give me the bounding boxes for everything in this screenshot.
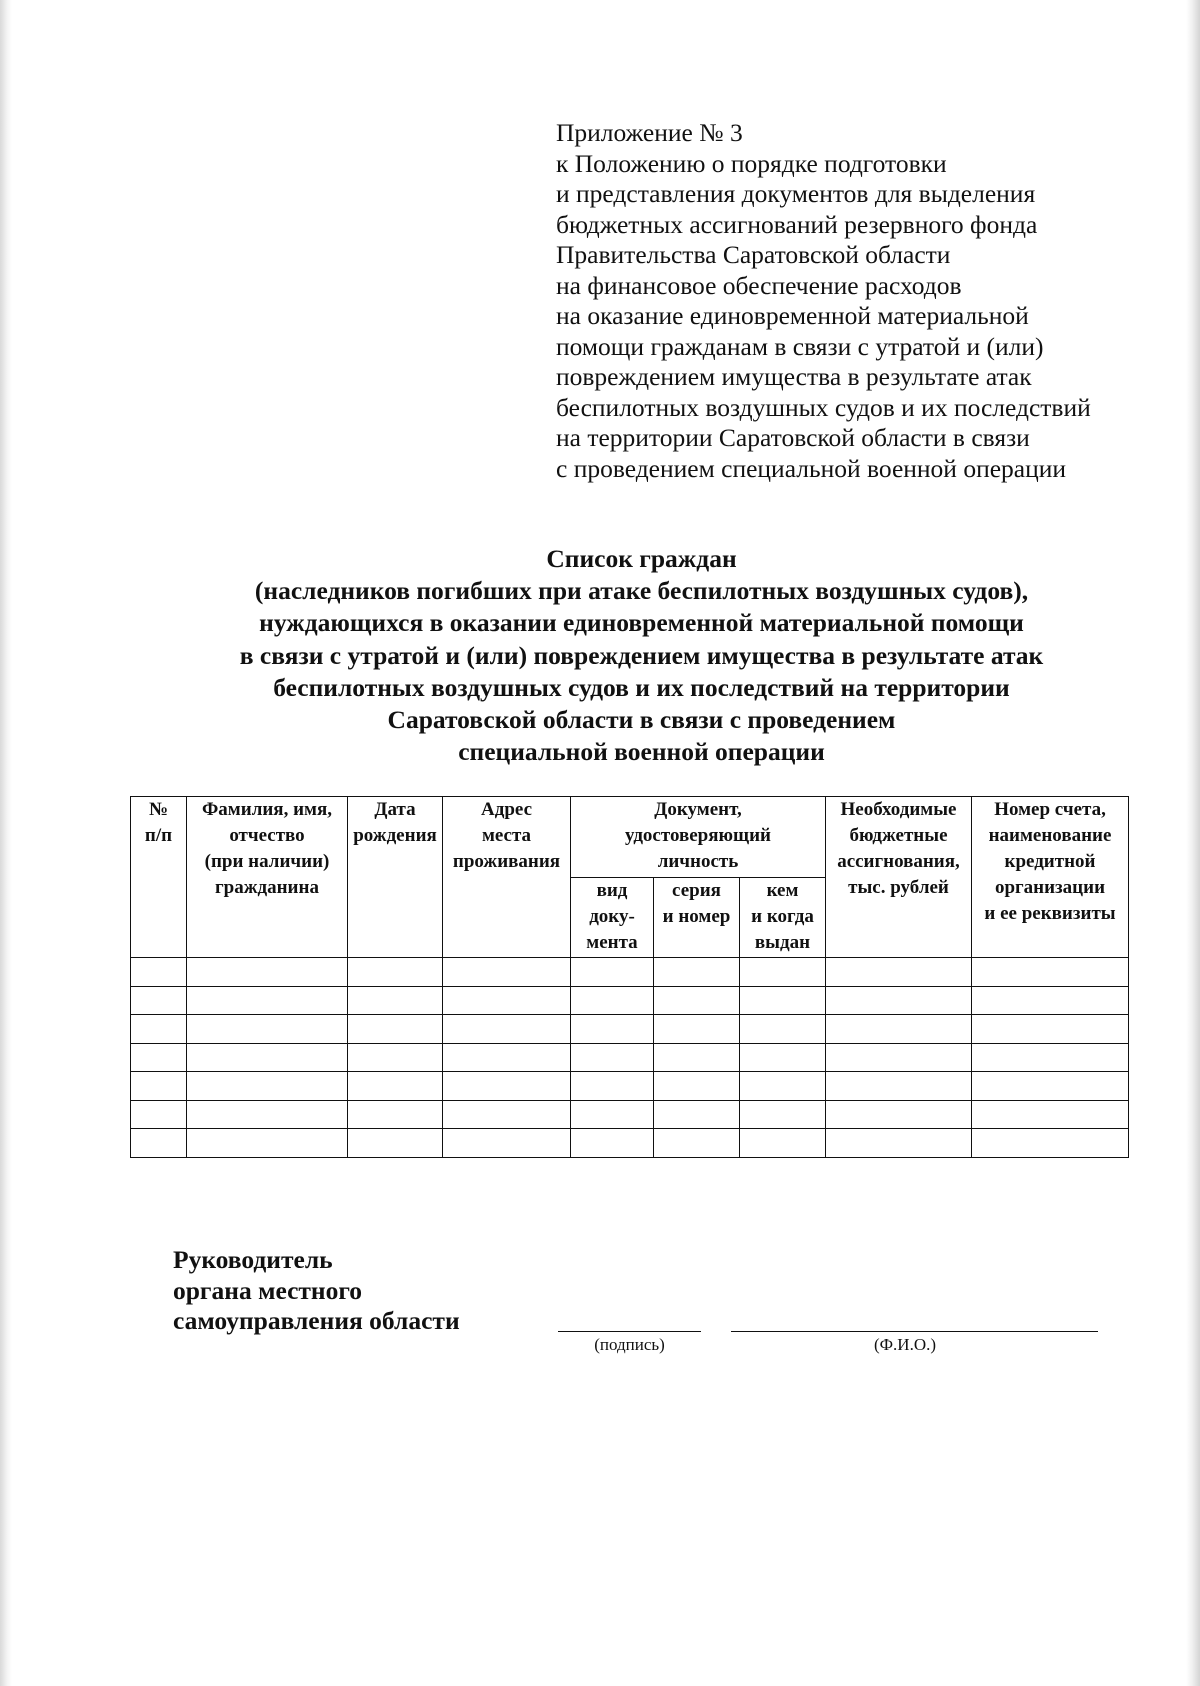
page-edge-right [1186,0,1200,1686]
document-title [120,543,1163,768]
table-row [131,1072,1129,1101]
appendix-line: помощи гражданам в связи с утратой и (или) [556,331,1044,361]
title-line: в связи с утратой и (или) повреждением имущества в результате атак [239,640,1044,670]
appendix-line: бюджетных ассигнований резервного фонда [556,209,1038,239]
appendix-line: на оказание единовременной материальной [556,301,1029,330]
title-line: (наследников погибших при атаке беспилотных воздушных судов), [254,576,1029,606]
signer-line: самоуправления области [173,1306,460,1335]
appendix-note [556,118,1156,484]
header-number: № п/п [131,797,187,958]
appendix-line: на финансовое обеспечение расходов [556,270,962,300]
signer-line: органа местного [173,1275,363,1305]
title-line: Список граждан [546,544,737,573]
table-row [131,1043,1129,1072]
header-document-series: серия и номер [654,877,740,958]
header-document-type: вид доку- мента [571,877,654,958]
header-birth-date: Дата рождения [348,797,443,958]
appendix-line: и представления документов для выделения [556,179,1036,208]
full-name-caption: (Ф.И.О.) [873,1335,937,1354]
full-name-line [731,1331,1098,1332]
signature-line [558,1331,701,1332]
appendix-line: на территории Саратовской области в связи [556,423,1030,452]
appendix-line: повреждением имущества в результате атак [556,362,1032,391]
signature-caption: (подпись) [594,1335,665,1354]
table-row [131,986,1129,1015]
table-row [131,1015,1129,1044]
header-full-name: Фамилия, имя, отчество (при наличии) гражданина [187,797,348,958]
title-line: беспилотных воздушных судов и их последствий на территории [273,672,1010,702]
appendix-line: Правительства Саратовской области [556,240,951,269]
header-address: Адрес места проживания [443,797,571,958]
title-line: Саратовской области в связи с проведением [387,705,896,735]
header-document-issuer: кем и когда выдан [740,877,826,958]
signer-line: Руководитель [173,1245,333,1274]
table-row [131,958,1129,987]
appendix-line: беспилотных воздушных судов и их последствий [556,392,1091,422]
header-bank-account: Номер счета, наименование кредитной организации и ее реквизиты [972,797,1129,958]
header-budget-funds: Необходимые бюджетные ассигнования, тыс. рублей [826,797,972,958]
page-edge-left [0,0,12,1686]
title-line: нуждающихся в оказании единовременной материальной помощи [259,608,1024,638]
table-row [131,1100,1129,1129]
signer-title [173,1245,460,1337]
appendix-line: к Положению о порядке подготовки [556,148,947,178]
citizens-table [130,796,1129,1158]
title-line: специальной военной операции [458,737,825,767]
header-identity-document: Документ, удостоверяющий личность [571,797,826,878]
appendix-line: с проведением специальной военной операции [556,453,1067,483]
appendix-line: Приложение № 3 [556,118,743,147]
table-row [131,1129,1129,1158]
